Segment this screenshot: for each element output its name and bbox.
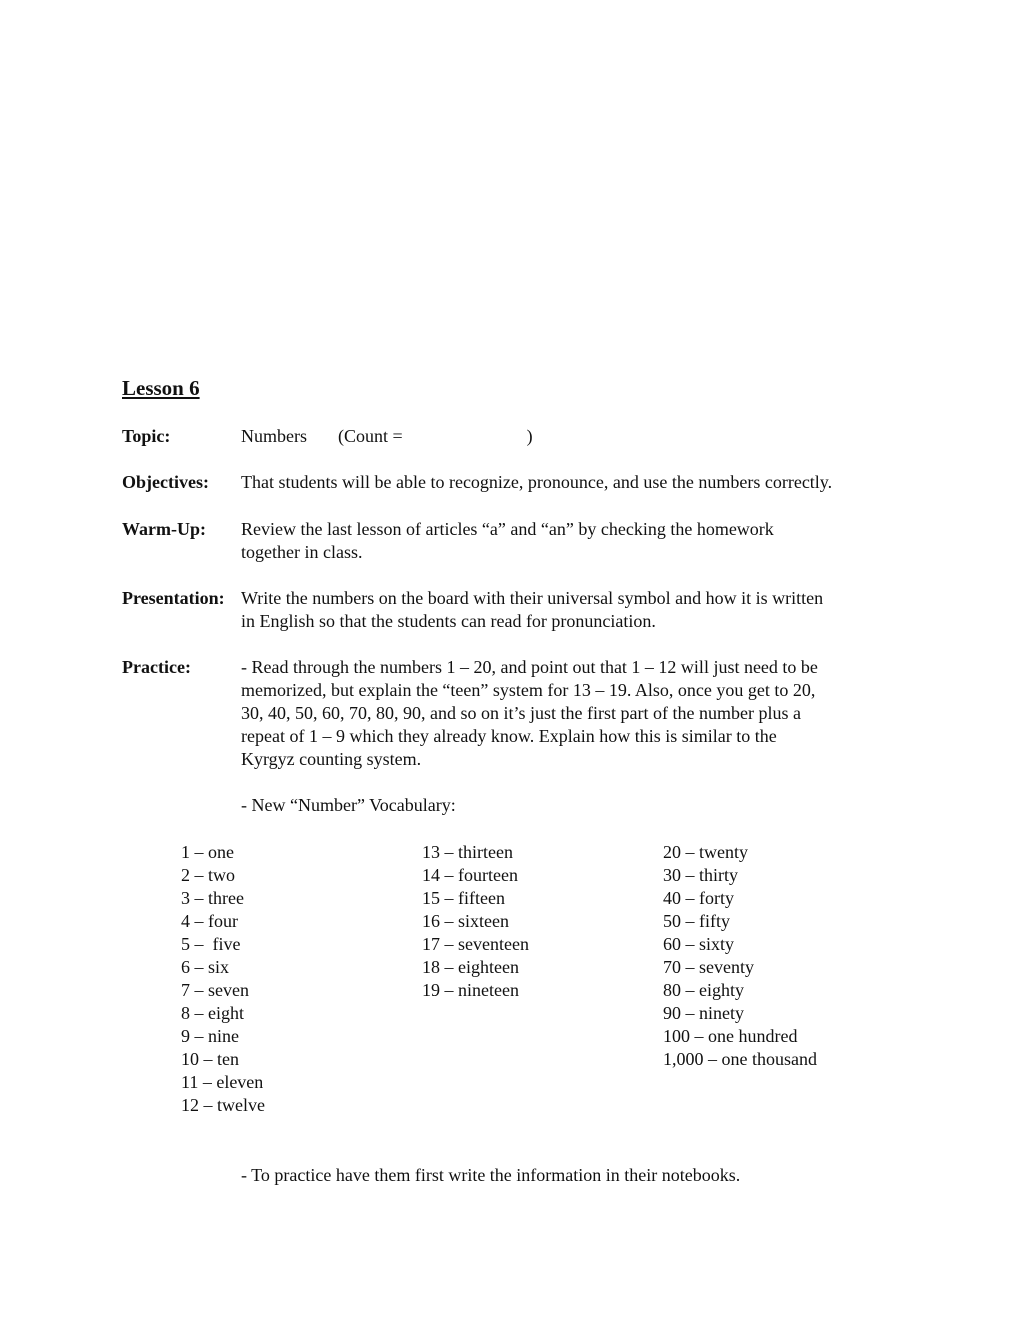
vocab-column-2 [422, 841, 529, 1002]
vocab-item: 11 – eleven [181, 1072, 264, 1092]
vocab-item: 10 – ten [181, 1049, 239, 1069]
vocab-item: 9 – nine [181, 1026, 239, 1046]
objectives-label: Objectives: [122, 472, 209, 492]
vocab-item: 19 – nineteen [422, 980, 519, 1000]
vocab-item: 90 – ninety [663, 1003, 744, 1023]
warmup-line: together in class. [241, 542, 363, 562]
topic-label: Topic: [122, 426, 171, 446]
presentation-line: in English so that the students can read for pronunciation. [241, 611, 656, 631]
warmup-label: Warm-Up: [122, 519, 206, 539]
vocab-item: 12 – twelve [181, 1095, 265, 1115]
vocab-heading: - New “Number” Vocabulary: [241, 795, 456, 815]
vocab-item: 30 – thirty [663, 865, 738, 885]
practice-line: - Read through the numbers 1 – 20, and point out that 1 – 12 will just need to be [241, 657, 818, 677]
practice-line: memorized, but explain the “teen” system for 13 – 19. Also, once you get to 20, [241, 680, 816, 700]
vocab-item: 1 – one [181, 842, 234, 862]
topic-value: Numbers [241, 426, 307, 446]
topic-count-close: ) [526, 426, 533, 446]
vocab-item: 5 – five [181, 934, 241, 954]
vocab-item: 8 – eight [181, 1003, 244, 1023]
practice-line: Kyrgyz counting system. [241, 749, 422, 769]
vocab-item: 70 – seventy [663, 957, 754, 977]
presentation-line: Write the numbers on the board with their universal symbol and how it is written [241, 588, 824, 608]
vocab-item: 80 – eighty [663, 980, 744, 1000]
vocab-item: 16 – sixteen [422, 911, 509, 931]
vocab-column-3 [663, 841, 817, 1071]
vocab-item: 50 – fifty [663, 911, 730, 931]
objectives-text: That students will be able to recognize, pronounce, and use the numbers correctly. [241, 472, 833, 492]
vocab-item: 2 – two [181, 865, 235, 885]
vocab-column-1 [181, 841, 265, 1117]
topic-content [241, 425, 911, 448]
vocab-item: 1,000 – one thousand [663, 1049, 817, 1069]
warmup-line: Review the last lesson of articles “a” and “an” by checking the homework [241, 519, 774, 539]
closing-instruction: - To practice have them first write the information in their notebooks. [241, 1165, 741, 1185]
vocab-item: 4 – four [181, 911, 238, 931]
vocab-item: 14 – fourteen [422, 865, 518, 885]
vocab-item: 60 – sixty [663, 934, 735, 954]
presentation-text [241, 587, 911, 633]
vocab-item: 7 – seven [181, 980, 249, 1000]
vocab-item: 15 – fifteen [422, 888, 505, 908]
vocab-item: 100 – one hundred [663, 1026, 798, 1046]
practice-line: repeat of 1 – 9 which they already know. Explain how this is similar to the [241, 726, 777, 746]
practice-label: Practice: [122, 657, 191, 677]
warmup-text [241, 518, 911, 564]
presentation-label: Presentation: [122, 588, 225, 608]
lesson-title: Lesson 6 [122, 376, 200, 400]
practice-text [241, 656, 911, 817]
vocab-item: 17 – seventeen [422, 934, 529, 954]
vocab-item: 3 – three [181, 888, 244, 908]
practice-line: 30, 40, 50, 60, 70, 80, 90, and so on it’s just the first part of the number plus a [241, 703, 801, 723]
vocab-item: 13 – thirteen [422, 842, 513, 862]
topic-count-open: (Count = [338, 426, 403, 446]
vocab-item: 40 – forty [663, 888, 734, 908]
vocab-item: 18 – eighteen [422, 957, 519, 977]
vocab-item: 6 – six [181, 957, 230, 977]
vocab-item: 20 – twenty [663, 842, 748, 862]
